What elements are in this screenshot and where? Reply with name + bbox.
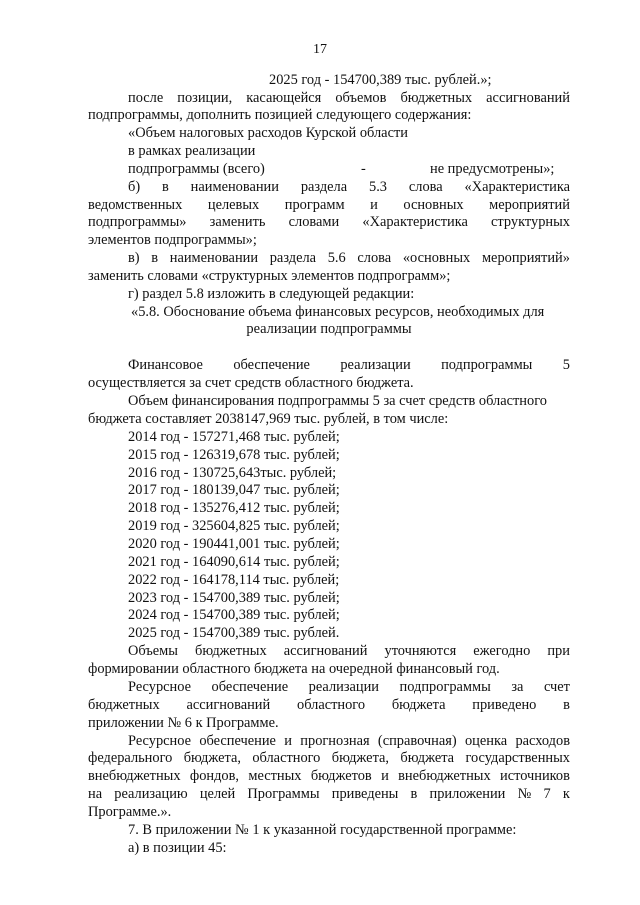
word: 5.6 xyxy=(327,250,346,266)
word: раздела xyxy=(269,250,317,266)
word: при xyxy=(547,643,570,659)
year-amount-line: 2024 год - 154700,389 тыс. рублей; xyxy=(128,607,340,623)
word: раздела xyxy=(300,179,348,195)
paragraph-line xyxy=(88,786,570,803)
word: позиции, xyxy=(177,90,233,106)
word: целей xyxy=(199,786,236,802)
word: в xyxy=(151,250,159,266)
word: на xyxy=(88,786,103,802)
paragraph-line: 7. В приложении № 1 к указанной государственной программе: xyxy=(128,822,517,838)
word: областного xyxy=(297,697,366,713)
word: внебюджетных xyxy=(398,768,491,784)
word: местных xyxy=(248,768,302,784)
paragraph-line xyxy=(128,179,570,196)
word: федерального xyxy=(88,750,173,766)
word: структурных xyxy=(491,214,570,230)
year-amount-line: 2022 год - 164178,114 тыс. рублей; xyxy=(128,572,340,588)
year-amount-line: 2019 год - 325604,825 тыс. рублей; xyxy=(128,518,340,534)
word: мероприятий xyxy=(489,197,570,213)
word: реализацию xyxy=(114,786,188,802)
word: касающейся xyxy=(246,90,322,106)
word: прогнозная xyxy=(300,733,370,749)
word: обеспечение xyxy=(199,733,276,749)
amount-line-2025: 2025 год - 154700,389 тыс. рублей.»; xyxy=(269,72,492,88)
quote-line: в рамках реализации xyxy=(128,143,256,159)
paragraph-line: бюджета составляет 2038147,969 тыс. рублей, в том числе: xyxy=(88,411,449,427)
word: и xyxy=(370,197,378,213)
year-amount-line: 2014 год - 157271,468 тыс. рублей; xyxy=(128,429,340,445)
paragraph-line: Объем финансирования подпрограммы 5 за счет средств областного xyxy=(128,393,547,409)
paragraph-line xyxy=(128,733,570,750)
word: и xyxy=(381,768,389,784)
word: и xyxy=(284,733,292,749)
word: основных xyxy=(403,197,464,213)
word: слова xyxy=(408,179,443,195)
word: Ресурсное xyxy=(128,733,191,749)
paragraph-line: приложении № 6 к Программе. xyxy=(88,715,279,731)
word: «Характеристика xyxy=(464,179,570,195)
year-amount-line: 2015 год - 126319,678 тыс. рублей; xyxy=(128,447,340,463)
paragraph-line xyxy=(88,750,570,767)
word: бюджетных xyxy=(195,643,267,659)
quote-line: «Объем налоговых расходов Курской области xyxy=(128,125,408,141)
word: слова xyxy=(357,250,392,266)
word: фондов, xyxy=(189,768,240,784)
word: в) xyxy=(128,250,140,266)
word: реализации xyxy=(340,357,411,373)
paragraph-line xyxy=(128,90,570,107)
word: в xyxy=(162,179,169,195)
year-amount-line: 2020 год - 190441,001 тыс. рублей; xyxy=(128,536,340,552)
word: ассигнований xyxy=(486,90,570,106)
paragraph-line: подпрограммы, дополнить позицией следующего содержания: xyxy=(88,107,472,123)
word: в xyxy=(563,697,570,713)
word: бюджета, xyxy=(331,750,390,766)
word: за xyxy=(511,679,524,695)
word: мероприятий» xyxy=(481,250,570,266)
paragraph-line xyxy=(88,697,570,714)
word: счет xyxy=(543,679,570,695)
paragraph-line xyxy=(88,768,570,785)
word: внебюджетных xyxy=(88,768,181,784)
paragraph-line xyxy=(88,214,570,231)
word: 7 xyxy=(543,786,551,802)
word: словами xyxy=(288,214,340,230)
word: Объемы xyxy=(128,643,178,659)
year-amount-line: 2023 год - 154700,389 тыс. рублей; xyxy=(128,590,340,606)
word: 5 xyxy=(562,357,570,373)
year-amount-line: 2021 год - 164090,614 тыс. рублей; xyxy=(128,554,340,570)
word: 5.3 xyxy=(369,179,387,195)
word: уточняются xyxy=(384,643,457,659)
word: Ресурсное xyxy=(128,679,191,695)
section-heading: «5.8. Обоснование объема финансовых ресурсов, необходимых для xyxy=(131,304,545,320)
year-amount-line: 2017 год - 180139,047 тыс. рублей; xyxy=(128,482,340,498)
word: наименовании xyxy=(169,250,259,266)
word: программ xyxy=(284,197,345,213)
word: приложении xyxy=(429,786,506,802)
word: Программы xyxy=(247,786,320,802)
year-amount-line: 2016 год - 130725,643тыс. рублей; xyxy=(128,465,337,481)
word: «основных xyxy=(402,250,471,266)
word: б) xyxy=(128,179,141,195)
word: реализации xyxy=(308,679,380,695)
word: бюджетных xyxy=(88,697,160,713)
word: государственных xyxy=(465,750,570,766)
paragraph-line: а) в позиции 45: xyxy=(128,840,227,856)
word: обеспечение xyxy=(211,679,289,695)
word: бюджета xyxy=(400,750,455,766)
paragraph-line: г) раздел 5.8 изложить в следующей редакции: xyxy=(128,286,415,302)
paragraph-line: осуществляется за счет средств областного бюджета. xyxy=(88,375,414,391)
paragraph-line xyxy=(128,643,570,660)
quote-line: подпрограммы (всего) xyxy=(128,161,265,177)
word: расходов xyxy=(515,733,570,749)
word: ежегодно xyxy=(473,643,531,659)
word: областного xyxy=(252,750,321,766)
word: после xyxy=(128,90,164,106)
paragraph-line xyxy=(128,357,570,374)
quote-value: не предусмотрены»; xyxy=(430,161,555,177)
paragraph-line xyxy=(88,197,570,214)
word: в xyxy=(410,786,418,802)
word: наименовании xyxy=(190,179,279,195)
word: объемов xyxy=(335,90,387,106)
year-amount-line: 2018 год - 135276,412 тыс. рублей; xyxy=(128,500,340,516)
paragraph-line xyxy=(128,679,570,696)
word: «Характеристика xyxy=(362,214,468,230)
word: приведено xyxy=(472,697,537,713)
word: бюджета xyxy=(391,697,446,713)
word: ведомственных xyxy=(88,197,183,213)
paragraph-line xyxy=(128,250,570,267)
paragraph-line: заменить словами «структурных элементов подпрограмм»; xyxy=(88,268,451,284)
paragraph-line: формировании областного бюджета на очередной финансовый год. xyxy=(88,661,500,677)
paragraph-line: Программе.». xyxy=(88,804,172,820)
word: ассигнований xyxy=(186,697,271,713)
word: приведены xyxy=(331,786,399,802)
word: Финансовое xyxy=(128,357,203,373)
word: к xyxy=(562,786,570,802)
word: бюджета, xyxy=(183,750,241,766)
word: (справочная) xyxy=(377,733,457,749)
word: целевых xyxy=(207,197,260,213)
word: обеспечение xyxy=(233,357,310,373)
word: источников xyxy=(500,768,570,784)
word: № xyxy=(517,786,532,802)
word: заменить xyxy=(209,214,266,230)
section-heading: реализации подпрограммы xyxy=(246,321,412,337)
year-amount-line: 2025 год - 154700,389 тыс. рублей. xyxy=(128,625,340,641)
word: бюджетных xyxy=(400,90,473,106)
word: ассигнований xyxy=(283,643,368,659)
word: оценка xyxy=(464,733,508,749)
word: подпрограммы» xyxy=(88,214,187,230)
paragraph-line: элементов подпрограммы»; xyxy=(88,232,257,248)
word: бюджетов xyxy=(310,768,372,784)
quote-dash: - xyxy=(361,161,366,177)
word: подпрограммы xyxy=(399,679,491,695)
page-number: 17 xyxy=(313,42,327,57)
word: подпрограммы xyxy=(441,357,533,373)
